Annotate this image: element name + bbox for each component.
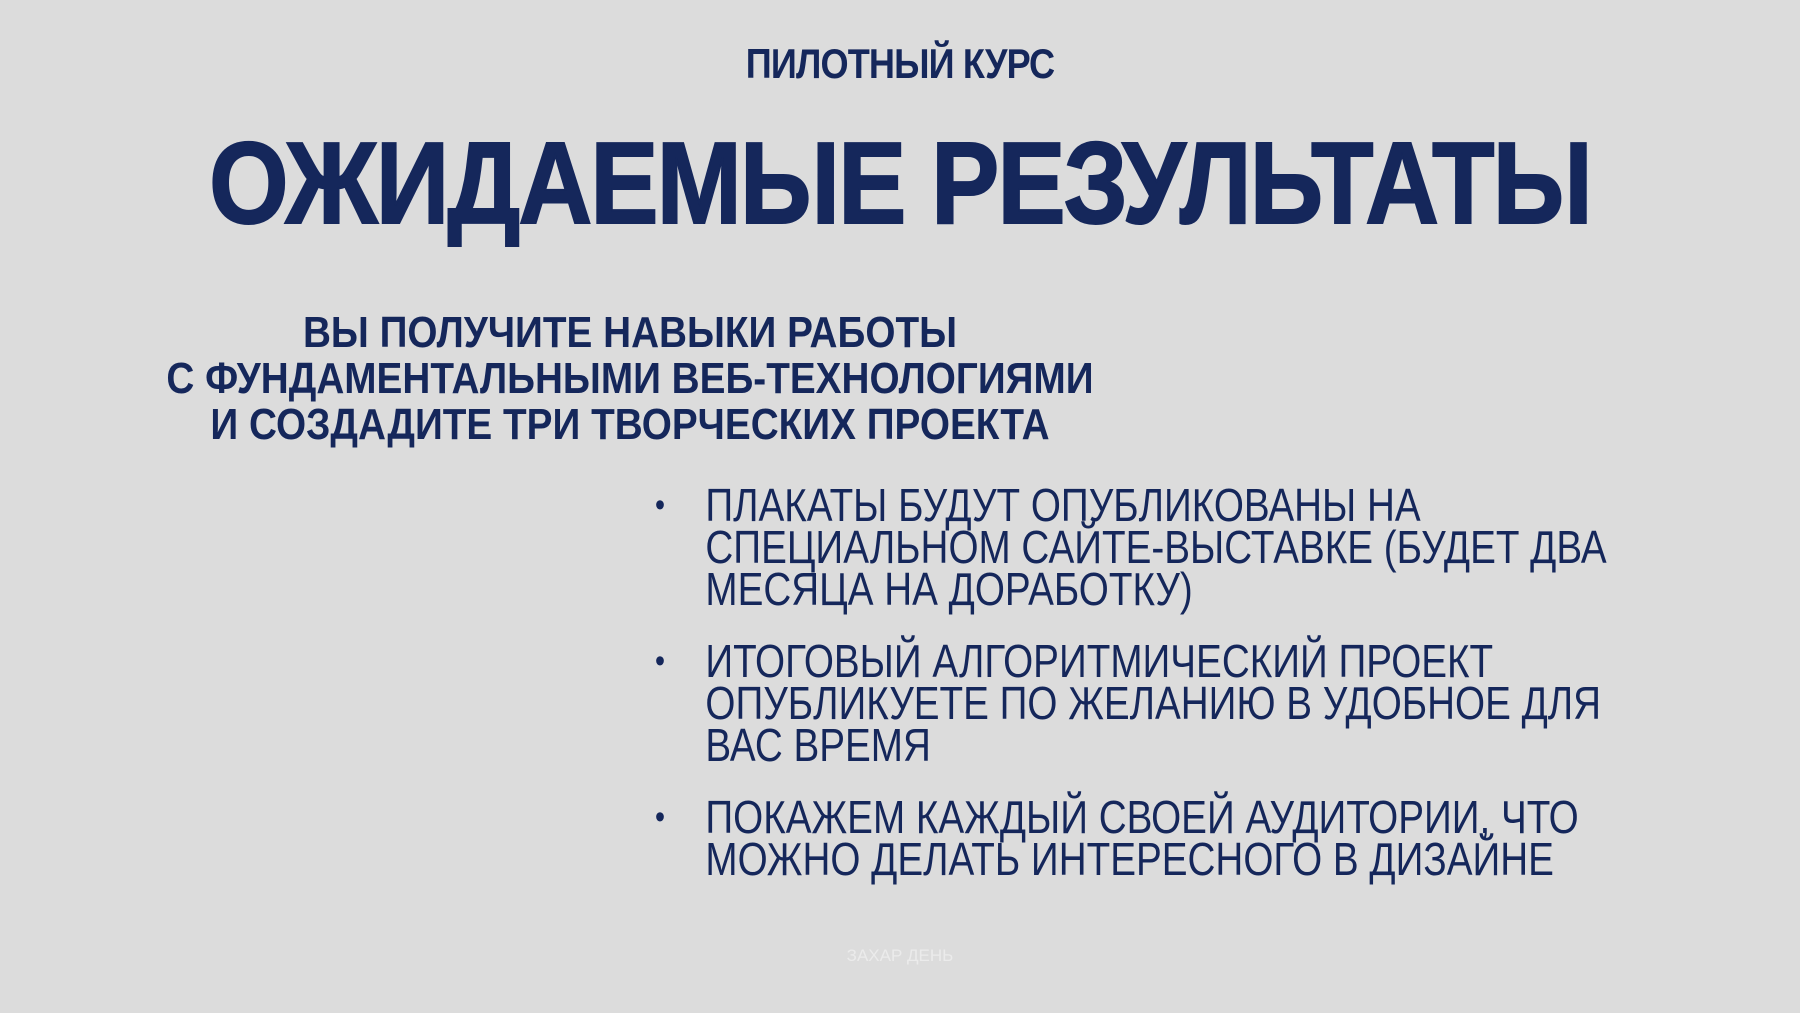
list-item	[655, 791, 1579, 885]
slide-subtitle: ПИЛОТНЫЙ КУРС	[745, 40, 1055, 87]
list-item-line: ВАС ВРЕМЯ	[705, 719, 931, 771]
list-item	[655, 479, 1607, 615]
list-item-line: ИТОГОВЫЙ АЛГОРИТМИЧЕСКИЙ ПРОЕКТ	[705, 635, 1494, 687]
intro-line: И СОЗДАДИТЕ ТРИ ТВОРЧЕСКИХ ПРОЕКТА	[210, 400, 1050, 449]
list-item-line: МОЖНО ДЕЛАТЬ ИНТЕРЕСНОГО В ДИЗАЙНЕ	[705, 833, 1554, 885]
bullet-icon: •	[655, 486, 666, 524]
slide-title: ОЖИДАЕМЫЕ РЕЗУЛЬТАТЫ	[209, 118, 1591, 248]
bullet-icon: •	[655, 798, 666, 836]
intro-line: С ФУНДАМЕНТАЛЬНЫМИ ВЕБ-ТЕХНОЛОГИЯМИ	[166, 354, 1094, 403]
list-item-line: МЕСЯЦА НА ДОРАБОТКУ)	[705, 563, 1193, 615]
list-item-line: ПОКАЖЕМ КАЖДЫЙ СВОЕЙ АУДИТОРИИ, ЧТО	[705, 791, 1579, 843]
list-item-line: ПЛАКАТЫ БУДУТ ОПУБЛИКОВАНЫ НА	[705, 479, 1421, 531]
list-item	[655, 635, 1602, 771]
watermark: ЗАХАР ДЕНЬ	[846, 946, 954, 965]
intro-text	[146, 310, 1114, 448]
results-list	[655, 479, 1607, 910]
intro-line: ВЫ ПОЛУЧИТЕ НАВЫКИ РАБОТЫ	[302, 308, 958, 357]
list-item-line: СПЕЦИАЛЬНОМ САЙТЕ-ВЫСТАВКЕ (БУДЕТ ДВА	[705, 521, 1607, 573]
list-item-line: ОПУБЛИКУЕТЕ ПО ЖЕЛАНИЮ В УДОБНОЕ ДЛЯ	[705, 677, 1602, 729]
bullet-icon: •	[655, 642, 666, 680]
